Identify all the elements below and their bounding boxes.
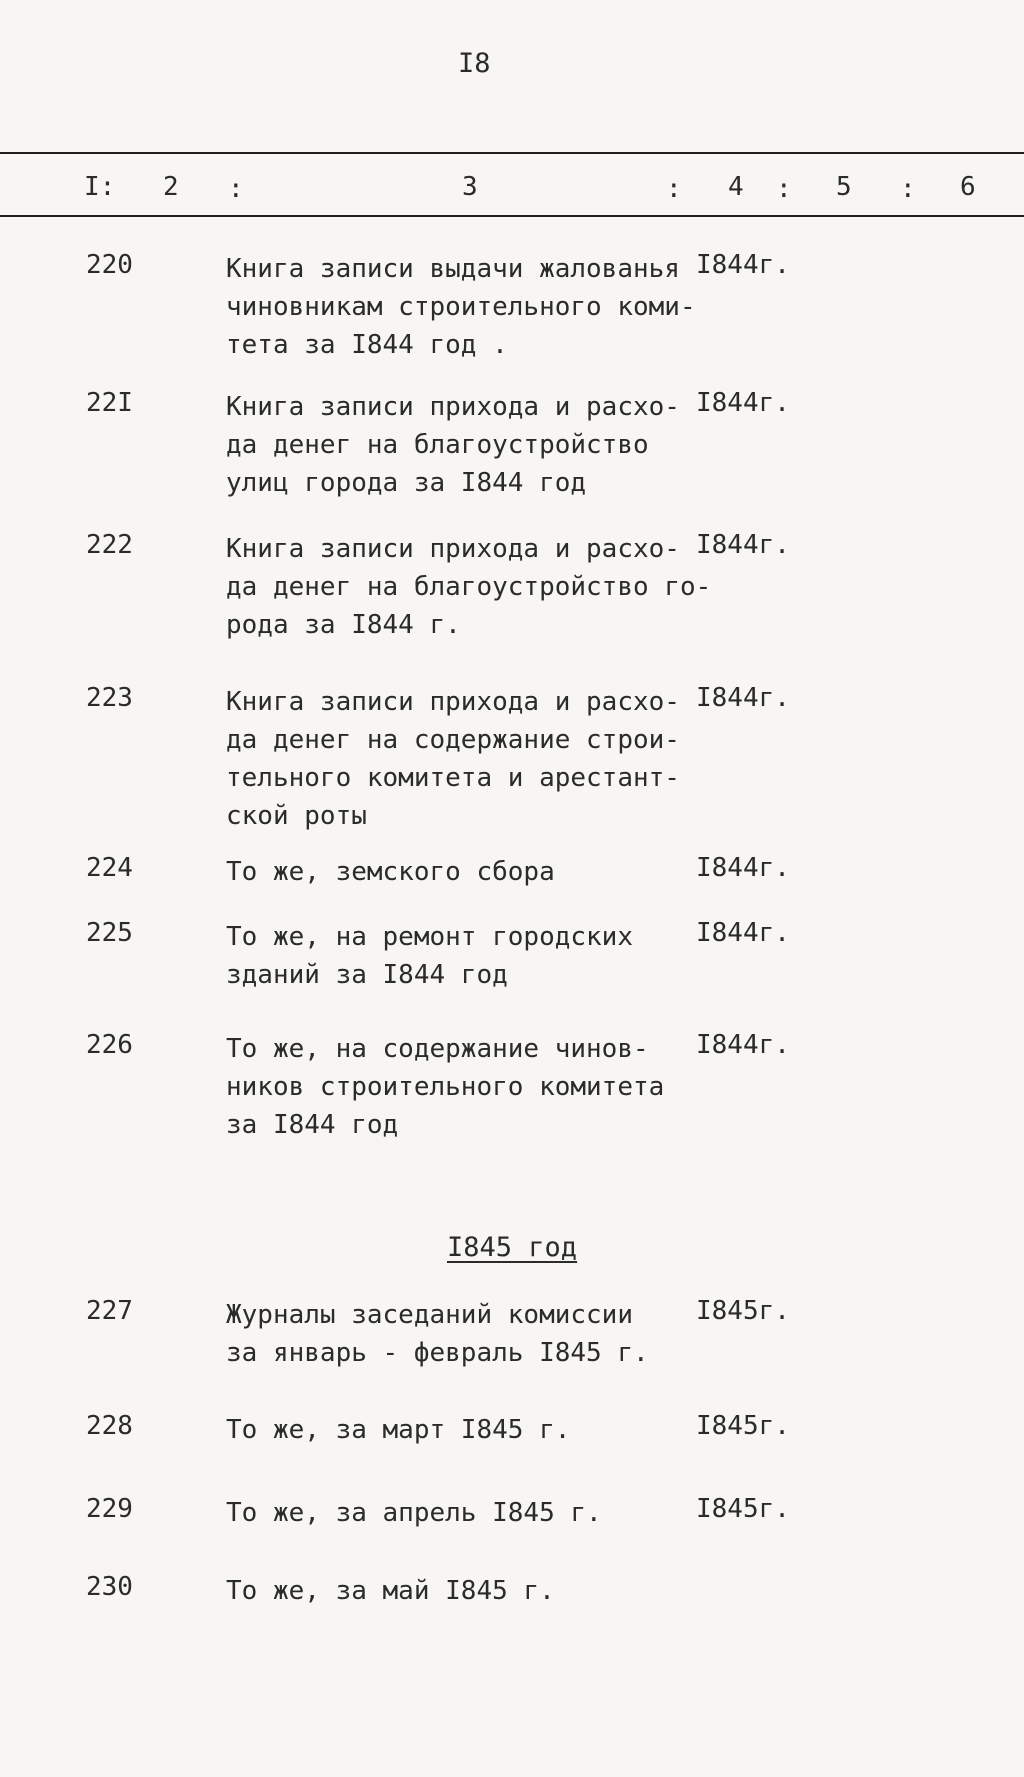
record-date: I845г. [696, 1411, 790, 1441]
record-number: 222 [86, 530, 133, 560]
record-date: I845г. [696, 1296, 790, 1326]
record-description: Книга записи выдачи жалованья чиновникам строительного коми- тета за I844 год . [226, 254, 696, 360]
column-header-3: 3 [462, 172, 478, 202]
record-description: То же, за март I845 г. [226, 1415, 571, 1445]
record-description: То же, на ремонт городских зданий за I844 год [226, 922, 633, 990]
column-separator: : [666, 174, 682, 204]
page-number: I8 [458, 48, 491, 79]
record-date: I844г. [696, 918, 790, 948]
record-description: То же, на содержание чинов- ников строительного комитета за I844 год [226, 1034, 665, 1140]
record-number: 22I [86, 388, 133, 418]
record-date: I844г. [696, 1030, 790, 1060]
table-header-rule [0, 215, 1024, 217]
record-description: То же, земского сбора [226, 857, 555, 887]
record-number: 228 [86, 1411, 133, 1441]
record-date: I845г. [696, 1494, 790, 1524]
column-header-1: I: [84, 172, 116, 202]
record-date: I844г. [696, 853, 790, 883]
record-description: Книга записи прихода и расхо- да денег на благоустройство го- рода за I844 г. [226, 534, 712, 640]
record-date: I844г. [696, 683, 790, 713]
record-number: 230 [86, 1572, 133, 1602]
record-description: Книга записи прихода и расхо- да денег на благоустройство улиц города за I844 год [226, 392, 680, 498]
record-number: 224 [86, 853, 133, 883]
column-header-2: 2 [163, 172, 179, 202]
record-number: 220 [86, 250, 133, 280]
column-separator: : [228, 174, 244, 204]
record-description: Журналы заседаний комиссии за январь - февраль I845 г. [226, 1300, 649, 1368]
column-header-6: 6 [960, 172, 976, 202]
section-heading: I845 год [447, 1232, 578, 1263]
record-number: 226 [86, 1030, 133, 1060]
column-separator: : [776, 174, 792, 204]
record-description: То же, за апрель I845 г. [226, 1498, 602, 1528]
column-header-5: 5 [836, 172, 852, 202]
record-number: 227 [86, 1296, 133, 1326]
table-top-rule [0, 152, 1024, 154]
record-number: 225 [86, 918, 133, 948]
record-date: I844г. [696, 388, 790, 418]
record-date: I844г. [696, 250, 790, 280]
record-date: I844г. [696, 530, 790, 560]
record-description: Книга записи прихода и расхо- да денег на содержание строи- тельного комитета и арестант- ской роты [226, 687, 680, 831]
column-separator: : [900, 174, 916, 204]
record-description: То же, за май I845 г. [226, 1576, 555, 1606]
column-header-4: 4 [728, 172, 744, 202]
record-number: 229 [86, 1494, 133, 1524]
record-number: 223 [86, 683, 133, 713]
